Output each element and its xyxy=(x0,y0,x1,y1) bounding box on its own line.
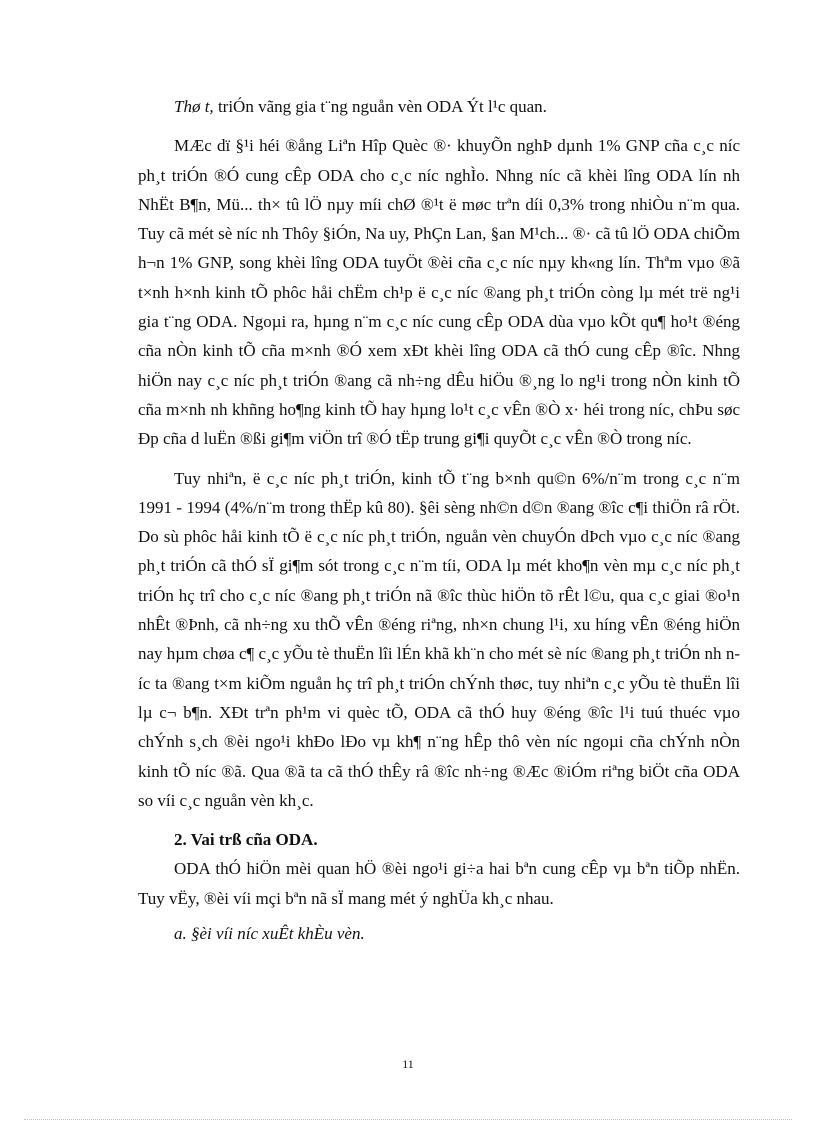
page-content xyxy=(138,92,740,948)
paragraph-3: Tuy nhiªn, ë c¸c níc ph¸t triÓn, kinh tÕ t¨ng b×nh qu©n 6%/n¨m trong c¸c n¨m 1991 - 1994 (4%/n¨m trong thËp kû 80). §êi sèng nh©n d©n ®ang ®îc c¶i thiÖn râ rÖt. Do sù phôc håi kinh tÕ ë c¸c níc ph¸t triÓn, nguån vèn chuyÓn dÞch vµo c¸c níc ®ang ph¸t triÓn cã thÓ sÏ gi¶m sót trong c¸c n¨m tíi, ODA lµ mét kho¶n vèn mµ c¸c níc ph¸t triÓn hç trî cho c¸c níc ®ang ph¸t triÓn nã ®îc thùc hiÖn tõ rÊt l©u, qua c¸c giai ®o¹n nhÊt ®Þnh, cã nh÷ng xu thÕ vÊn ®éng riªng, nh×n chung l¹i, xu híng vÊn ®éng hiÖn nay hµm chøa c¶ c¸c yÕu tè thuËn lîi lÉn khã kh¨n cho mét sè níc ®ang ph¸t triÓn nh níc ta ®ang t×m kiÕm nguån hç trî ph¸t triÓn chÝnh thøc, tuy nhiªn c¸c yÕu tè thuËn lîi lµ c¬ b¶n. XÐt trªn ph¹m vi quèc tÕ, ODA cã thÓ huy ®éng ®îc l¹i tuú thuéc vµo chÝnh s¸ch ®èi ngo¹i khÐo lÐo vµ kh¶ n¨ng hÊp thô vèn níc ngoµi cña chÝnh nÒn kinh tÕ níc ®ã. Qua ®ã ta cã thÓ thÊy râ ®îc nh÷ng ®Æc ®iÓm riªng biÖt cña ODA so víi c¸c nguån vèn kh¸c. xyxy=(138,468,740,810)
paragraph-1 xyxy=(138,92,740,121)
page-bottom-divider xyxy=(24,1119,792,1120)
paragraph-4: ODA thÓ hiÖn mèi quan hÖ ®èi ngo¹i gi÷a hai bªn cung cÊp vµ bªn tiÕp nhËn. Tuy vËy, ®èi víi mçi bªn nã sÏ mang mét ý nghÜa kh¸c nhau. xyxy=(138,859,740,908)
paragraph-1-text: triÓn vãng gia t¨ng nguån vèn ODA Ýt l¹c quan. xyxy=(213,97,547,116)
subsection-heading: a. §èi víi níc xuÊt khÈu vèn. xyxy=(174,924,365,944)
page-number: 11 xyxy=(402,1057,414,1071)
section-heading: 2. Vai trß cña ODA. xyxy=(174,830,318,850)
paragraph-1-lead: Thø t, xyxy=(174,97,214,116)
paragraph-2: MÆc dï §¹i héi ®ång Liªn Hîp Quèc ®· khuyÕn nghÞ dµnh 1% GNP cña c¸c níc ph¸t triÓn ®Ó cung cÊp ODA cho c¸c níc nghÌo. Nhng níc cã khèi lîng ODA lín nh NhËt B¶n, Mü... th× tû lÖ nµy míi chØ ®¹t ë møc trªn díi 0,3% trong nhiÒu n¨m qua. Tuy cã mét sè níc nh Thôy §iÓn, Na uy, PhÇn Lan, §an M¹ch... ®· cã tû lÖ ODA chiÕm h¬n 1% GNP, song khèi lîng ODA tuyÖt ®èi cña c¸c níc nµy kh«ng lín. Thªm vµo ®ã t×nh h×nh kinh tÕ phôc håi chËm ch¹p ë c¸c níc ®ang ph¸t triÓn còng lµ mét trë ng¹i gia t¨ng ODA. Ngoµi ra, hµng n¨m c¸c níc cung cÊp ODA dùa vµo kÕt qu¶ ho¹t ®éng cña nÒn kinh tÕ cña m×nh ®Ó xem xÐt khèi lîng ODA cã thÓ cung cÊp ®îc. Nhng hiÖn nay c¸c níc ph¸t triÓn ®ang cã nh÷ng dÊu hiÖu ®¸ng lo ng¹i trong nÒn kinh tÕ cña m×nh nh khñng ho¶ng kinh tÕ hay hµng lo¹t c¸c vÊn ®Ò x· héi trong níc, chÞu søc Ðp cña d luËn ®ßi gi¶m viÖn trî ®Ó tËp trung gi¶i quyÕt c¸c vÊn ®Ò trong níc. xyxy=(138,136,740,449)
